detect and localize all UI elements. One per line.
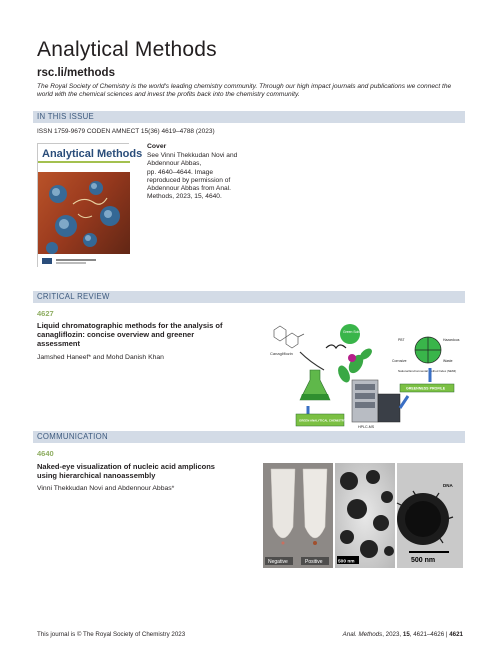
footer-volume: 15 <box>402 631 410 638</box>
svg-text:Positive: Positive <box>305 559 323 565</box>
section-in-this-issue: IN THIS ISSUE <box>33 111 465 123</box>
section-communication: COMMUNICATION <box>33 431 465 443</box>
svg-text:GREEN ANALYTICAL CHEMISTRY: GREEN ANALYTICAL CHEMISTRY <box>299 418 346 423</box>
svg-text:500 nm: 500 nm <box>411 557 436 564</box>
cover-caption-line: Abdennour Abbas from Anal. <box>147 185 231 193</box>
svg-text:HPLC-MS: HPLC-MS <box>358 425 375 429</box>
issn-line: ISSN 1759-9679 CODEN AMNECT 15(36) 4619–4788 (2023) <box>37 128 215 135</box>
hplc-instrument-icon <box>352 380 400 422</box>
cover-label: Cover <box>147 143 167 150</box>
article-title-line: using hierarchical nanoassembly <box>37 471 156 480</box>
svg-text:500 nm: 500 nm <box>338 559 355 565</box>
svg-text:Corrosive: Corrosive <box>392 359 407 363</box>
article-authors: Vinni Thekkudan Novi and Abdennour Abbas* <box>37 485 175 492</box>
molecule-icon <box>274 326 304 348</box>
tube-positive <box>303 469 327 538</box>
article-authors: Jamshed Haneef* and Mohd Danish Khan <box>37 354 164 361</box>
footer-separator: | <box>444 631 450 638</box>
intro-text: The Royal Society of Chemistry is the world's leading chemistry community. Through our high impact journals and publications we connect the world with the chemical sciences and invest the profits back into the chemistry community. <box>37 83 452 99</box>
cover-caption-line: reproduced by permission of <box>147 176 231 184</box>
footer-pages: , 4621–4626 <box>409 631 445 638</box>
svg-text:Negative: Negative <box>268 559 288 565</box>
flask-icon <box>300 370 330 400</box>
article-title[interactable] <box>37 321 257 348</box>
cover-caption-line: pp. 4640–4644. Image <box>147 168 213 176</box>
footer-copyright: This journal is © The Royal Society of Chemistry 2023 <box>37 631 186 638</box>
article-title-line: canagliflozin: concise overview and greener <box>37 330 195 339</box>
svg-text:PBT: PBT <box>398 338 405 342</box>
journal-url[interactable]: rsc.li/methods <box>37 67 115 79</box>
cover-artwork <box>38 144 143 268</box>
cover-caption <box>147 152 257 202</box>
article-page-number: 4627 <box>37 309 54 318</box>
article-title[interactable] <box>37 462 257 480</box>
section-critical-review: CRITICAL REVIEW <box>33 291 465 303</box>
footer-year: , 2023, <box>382 631 403 638</box>
tube-negative <box>271 469 295 538</box>
cover-image[interactable] <box>37 143 143 267</box>
svg-text:Hazardous: Hazardous <box>443 338 460 342</box>
green-solvents-bubble <box>340 324 360 344</box>
footer-citation <box>300 631 463 638</box>
cover-caption-line: See Vinni Thekkudan Novi and <box>147 152 238 159</box>
graphical-abstract-communication <box>263 463 463 568</box>
svg-text:Waste: Waste <box>443 359 453 363</box>
footer-journal: Anal. Methods <box>342 631 383 638</box>
cover-caption-line: Methods, 2023, 15, 4640. <box>147 193 222 201</box>
svg-text:Green Solvents: Green Solvents <box>343 330 367 334</box>
article-title-line: assessment <box>37 339 80 348</box>
article-title-line: Naked-eye visualization of nucleic acid amplicons <box>37 462 215 471</box>
article-title-line: Liquid chromatographic methods for the analysis of <box>37 321 223 330</box>
nemi-pictogram <box>415 337 441 363</box>
journal-title: Analytical Methods <box>37 38 217 61</box>
cover-title-text: Analytical Methods <box>42 148 143 160</box>
svg-text:National Environmental Method: National Environmental Method Index (NEMI) <box>398 369 457 373</box>
svg-text:GREENNESS PROFILE: GREENNESS PROFILE <box>406 386 446 391</box>
svg-text:Canagliflozin: Canagliflozin <box>270 351 293 356</box>
footer-page-number: 4621 <box>449 631 463 638</box>
graphical-abstract-review <box>268 322 464 434</box>
cover-caption-line: Abdennour Abbas, <box>147 160 202 168</box>
svg-text:DNA: DNA <box>443 483 453 488</box>
article-page-number: 4640 <box>37 449 54 458</box>
